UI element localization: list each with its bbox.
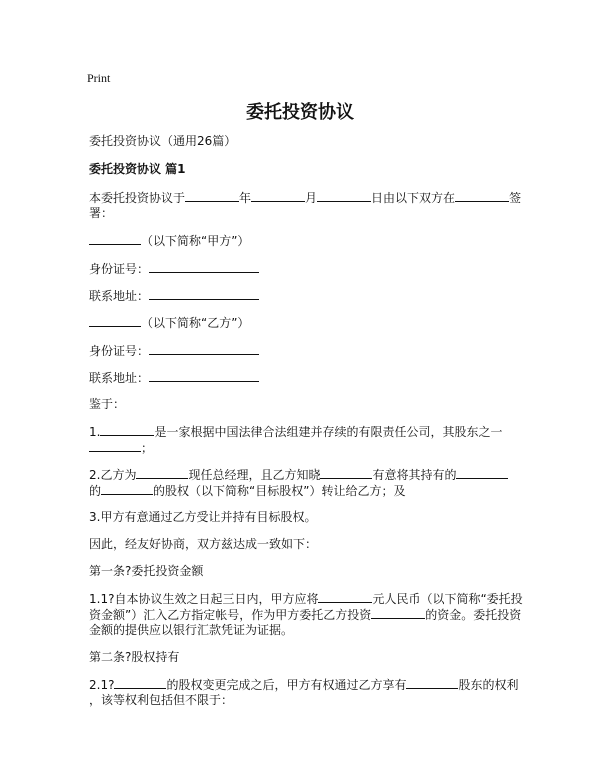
blank-field [318,590,372,603]
blank-field [149,260,259,273]
subtitle: 委托投资协议（通用26篇） [89,134,237,148]
text: 是一家根据中国法律合法组建并存续的有限责任公司，其股东之一 [154,425,503,439]
blank-field [371,606,425,619]
whereas-item-1 [89,423,502,440]
text: 1. [89,425,101,439]
text: 的股权（以下简称“目标股权”）转让给乙方；及 [153,484,406,498]
text: 日由以下双方在 [371,191,456,205]
party-b-line [89,314,249,331]
text: 有意将其持有的 [372,468,457,482]
blank-field [456,466,508,479]
blank-field [320,466,372,479]
text: 本委托投资协议于 [89,191,186,205]
consensus-statement: 因此，经友好协商，双方兹达成一致如下： [89,537,318,551]
article-1-heading: 第一条?委托投资金额 [89,564,204,578]
blank-field [251,189,305,202]
text: 股东的权利 [458,678,519,692]
text: 年 [239,191,252,205]
text: ； [141,441,154,455]
document-title: 委托投资协议 [246,102,354,123]
blank-field [317,189,371,202]
blank-field [455,189,509,202]
party-a-id-line [89,260,259,277]
blank-field [89,232,141,245]
blank-field [114,676,166,689]
opening-paragraph-cont: 署： [89,206,114,220]
blank-field [101,482,153,495]
text: 的资金。委托投资 [425,608,522,622]
whereas-item-1-cont [89,439,153,456]
party-a-line [89,232,249,249]
blank-field [89,439,141,452]
whereas-heading: 鉴于： [89,397,126,411]
blank-field [185,189,239,202]
id-label: 身份证号： [89,262,150,276]
text: 2.乙方为 [89,468,137,482]
party-a-label: （以下简称“甲方”） [141,234,250,248]
text: 元人民币（以下简称“委托投 [372,592,523,606]
party-b-address-line [89,369,259,386]
party-a-address-line [89,287,259,304]
address-label: 联系地址： [89,371,150,385]
print-label: Print [87,71,111,85]
whereas-item-2 [89,466,508,483]
clause-1-1 [89,590,523,607]
blank-field [406,676,458,689]
text: 的股权变更完成之后，甲方有权通过乙方享有 [166,678,407,692]
blank-field [136,466,188,479]
text: 签 [509,191,522,205]
blank-field [149,342,259,355]
text: 月 [305,191,318,205]
blank-field [149,369,259,382]
article-2-heading: 第二条?股权持有 [89,650,180,664]
blank-field [100,423,154,436]
text: 现任总经理，且乙方知晓 [188,468,321,482]
clause-2-1 [89,676,518,693]
party-b-label: （以下简称“乙方”） [141,316,250,330]
clause-1-1-cont-2: 金额的提供应以银行汇款凭证为证据。 [89,623,294,637]
whereas-item-3: 3.甲方有意通过乙方受让并持有目标股权。 [89,510,317,524]
clause-1-1-cont [89,606,521,623]
blank-field [89,314,141,327]
whereas-item-2-cont [89,482,405,499]
clause-2-1-cont: ，该等权利包括但不限于： [89,693,234,707]
text: 1.1?自本协议生效之日起三日内，甲方应将 [89,592,319,606]
opening-paragraph [89,189,521,206]
party-b-id-line [89,342,259,359]
text: 2.1? [89,678,115,692]
section-heading: 委托投资协议 篇1 [89,162,186,176]
address-label: 联系地址： [89,289,150,303]
blank-field [149,287,259,300]
text: 的 [89,484,102,498]
text: 资金额”）汇入乙方指定帐号，作为甲方委托乙方投资 [89,608,372,622]
id-label: 身份证号： [89,344,150,358]
